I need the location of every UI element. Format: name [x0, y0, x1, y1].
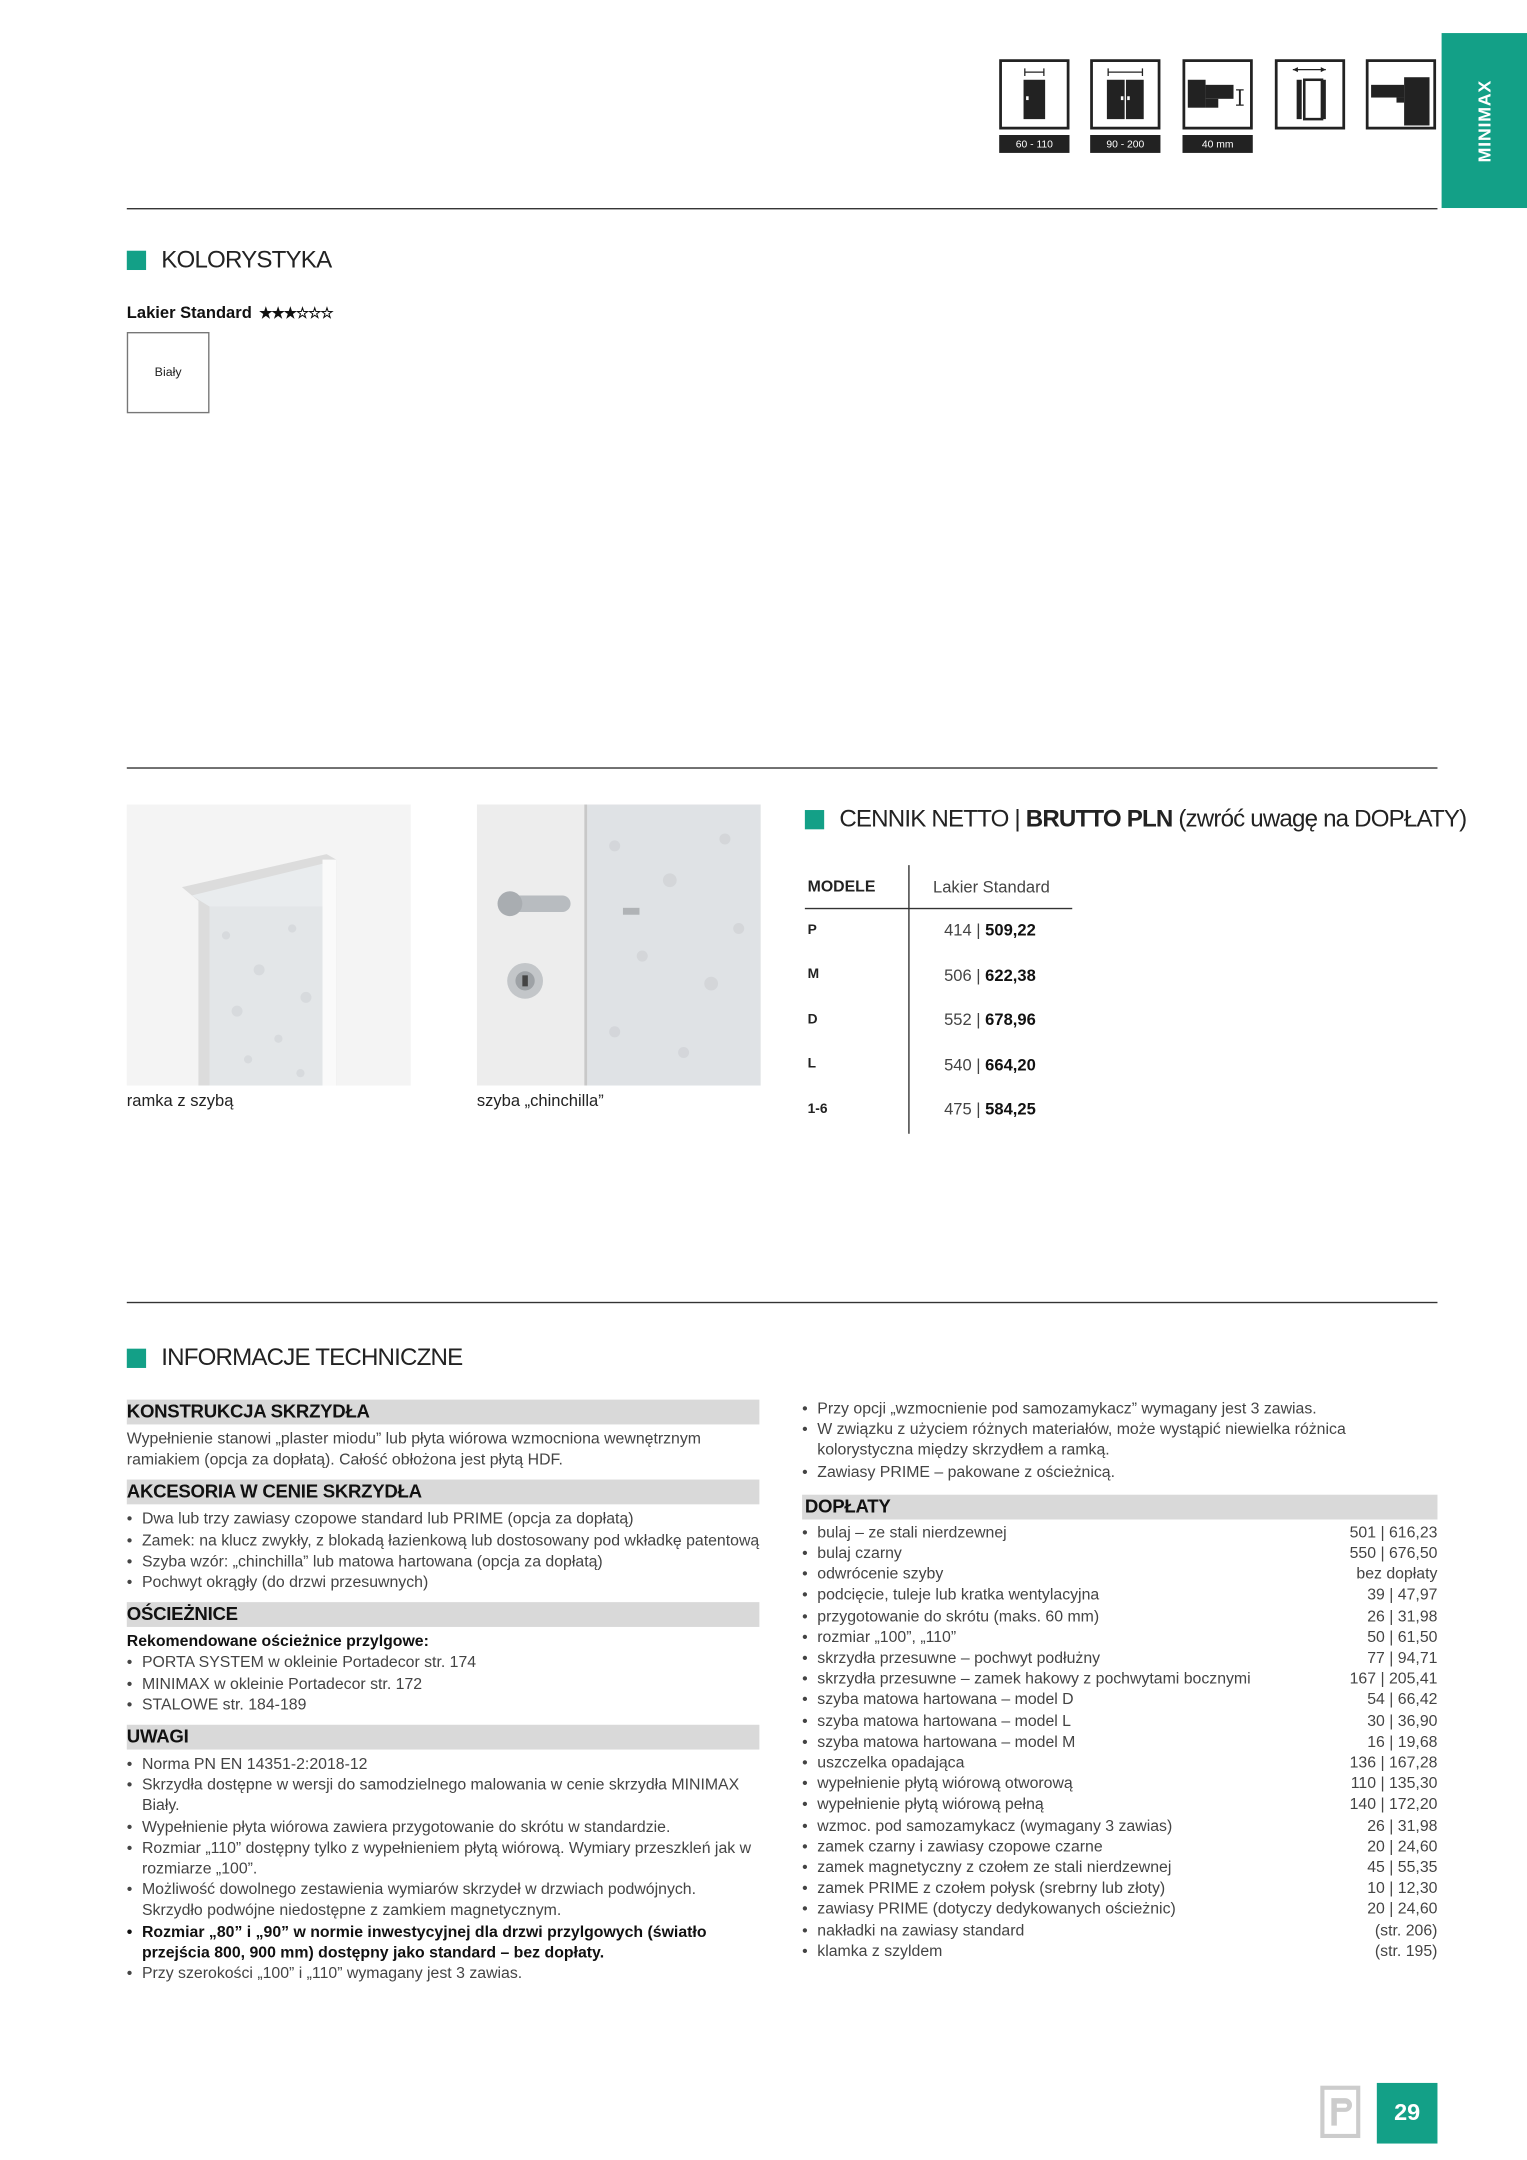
surcharge-price: 26 | 31,98 [1367, 1608, 1438, 1626]
single-door-icon [999, 59, 1069, 129]
surcharge-price: 20 | 24,60 [1367, 1901, 1438, 1919]
surcharge-name: • szyba matowa hartowana – model D [817, 1692, 1074, 1709]
brand-logo-icon [1320, 2086, 1360, 2138]
surcharge-price: bez dopłaty [1356, 1566, 1438, 1584]
list-item: • Norma PN EN 14351-2:2018-12 [127, 1755, 760, 1776]
surcharge-row [802, 1921, 1437, 1942]
cennik-title-gross: BRUTTO PLN [1025, 804, 1173, 833]
price-row: M 506 | 622,38 [805, 953, 1075, 998]
surcharge-row [802, 1544, 1437, 1565]
surcharge-row [802, 1796, 1437, 1817]
photo-left-caption: ramka z szybą [126, 1091, 234, 1111]
price-net: 552 [944, 1010, 972, 1030]
surcharge-price: 26 | 31,98 [1367, 1817, 1438, 1835]
surcharge-row [802, 1607, 1437, 1628]
surcharge-price: 140 | 172,20 [1349, 1797, 1438, 1814]
surcharge-name: • skrzydła przesuwne – pochwyt podłużny [817, 1650, 1101, 1667]
surcharge-row [802, 1942, 1437, 1963]
surcharge-price: 77 | 94,71 [1367, 1650, 1438, 1667]
notes-list [802, 1400, 1437, 1484]
oscieznice-list [127, 1654, 760, 1717]
oscieznice-sub: Rekomendowane ościeżnice przylgowe: [126, 1634, 429, 1651]
surcharge-price: (str. 195) [1374, 1943, 1438, 1961]
price-row: 1-6 475 | 584,25 [805, 1087, 1075, 1132]
price-gross: 622,38 [985, 965, 1036, 985]
surcharge-name: • szyba matowa hartowana – model M [817, 1734, 1076, 1751]
uwagi-list [127, 1755, 760, 1985]
surcharge-row [802, 1670, 1437, 1691]
surcharge-row [802, 1733, 1437, 1754]
divider [127, 767, 1438, 768]
price-model: D [807, 1012, 818, 1028]
finish-label: Lakier Standard [126, 303, 252, 323]
surcharge-price: 20 | 24,60 [1367, 1838, 1438, 1856]
surcharge-row [802, 1565, 1437, 1586]
surcharge-row [802, 1523, 1437, 1544]
surcharge-name: • odwrócenie szyby [817, 1566, 944, 1584]
surcharge-price: 110 | 135,30 [1350, 1776, 1438, 1793]
doplaty-list [802, 1523, 1437, 1963]
surcharge-price: 10 | 12,30 [1367, 1880, 1438, 1898]
price-model: L [807, 1056, 817, 1073]
page-number: 29 [1377, 2083, 1438, 2144]
surcharge-name: • klamka z szyldem [817, 1943, 943, 1961]
door-thickness-icon [1182, 59, 1252, 129]
tech-title: INFORMACJE TECHNICZNE [161, 1343, 463, 1371]
surcharge-name: • zamek PRIME z czołem połysk (srebrny lub złoty) [817, 1880, 1166, 1898]
surcharge-name: • przygotowanie do skrótu (maks. 60 mm) [817, 1608, 1100, 1626]
width-single-label: 60 - 110 [999, 135, 1069, 153]
surcharge-row [802, 1879, 1437, 1900]
surcharge-name: • szyba matowa hartowana – model L [817, 1713, 1072, 1730]
surcharge-row [802, 1754, 1437, 1775]
tech-left-column [127, 1400, 760, 1986]
cennik-title-sep: | [1008, 804, 1026, 833]
door-leaf-icon [1366, 59, 1436, 129]
list-item: • Rozmiar „80” i „90” w normie inwestycyjnej dla drzwi przylgowych (światło przejścia 800, 900 mm) dostępny jako standard – bez dopłaty. [127, 1923, 760, 1965]
surcharge-name: • zawiasy PRIME (dotyczy dedykowanych ościeżnic) [817, 1901, 1176, 1919]
table-divider [908, 865, 909, 1134]
price-model: 1-6 [807, 1101, 828, 1117]
surcharge-price: 30 | 36,90 [1367, 1713, 1438, 1730]
list-item: • Rozmiar „110” dostępny tylko z wypełnieniem płytą wiórową. Wymiary przeszkleń jak w rozmiarze „100”. [127, 1839, 760, 1881]
finish-label-row [127, 303, 333, 322]
price-row: L 540 | 664,20 [805, 1042, 1075, 1087]
cennik-title-net: CENNIK NETTO [839, 804, 1009, 833]
list-item: • Wypełnienie płyta wiórowa zawiera przygotowanie do skrótu w standardzie. [127, 1818, 760, 1839]
rating-stars-icon: ★★★☆☆☆ [259, 305, 333, 323]
surcharge-row [802, 1691, 1437, 1712]
price-gross: 664,20 [985, 1054, 1036, 1075]
akcesoria-head: AKCESORIA W CENIE SKRZYDŁA [127, 1480, 760, 1505]
kolorystyka-heading [127, 245, 332, 274]
surcharge-name: • uszczelka opadająca [817, 1755, 965, 1772]
surcharge-price: (str. 206) [1374, 1922, 1438, 1940]
surcharge-row [802, 1649, 1437, 1670]
list-item: • Dwa lub trzy zawiasy czopowe standard lub PRIME (opcja za dopłatą) [127, 1510, 760, 1531]
price-gross: 678,96 [985, 1010, 1036, 1030]
surcharge-price: 39 | 47,97 [1367, 1587, 1438, 1605]
list-item: • Szyba wzór: „chinchilla” lub matowa hartowana (opcja za dopłatą) [127, 1552, 760, 1573]
price-table [805, 865, 1075, 1132]
surcharge-name: • zamek magnetyczny z czołem ze stali nierdzewnej [817, 1859, 1172, 1877]
side-tab [1442, 33, 1527, 208]
konstrukcja-head: KONSTRUKCJA SKRZYDŁA [127, 1400, 760, 1425]
surcharge-row [802, 1838, 1437, 1859]
width-double-label: 90 - 200 [1090, 135, 1160, 153]
price-gross: 509,22 [985, 920, 1036, 940]
col-models: MODELE [807, 878, 876, 895]
akcesoria-list [127, 1510, 760, 1594]
surcharge-name: • podcięcie, tuleje lub kratka wentylacyjna [817, 1587, 1100, 1605]
section-marker-icon [805, 809, 824, 828]
konstrukcja-text: Wypełnienie stanowi „plaster miodu” lub płyta wiórowa wzmocniona wewnętrznym ramiakiem (opcja za dopłatą). Całość obłożona jest płytą HDF. [126, 1431, 702, 1469]
list-item: • STALOWE str. 184-189 [127, 1696, 760, 1717]
col-finish: Lakier Standard [933, 876, 1050, 897]
surcharge-name: • wzmoc. pod samozamykacz (wymagany 3 zawias) [817, 1817, 1173, 1835]
surcharge-price: 501 | 616,23 [1349, 1524, 1438, 1542]
surcharge-name: • zamek czarny i zawiasy czopowe czarne [817, 1838, 1103, 1856]
table-divider [805, 908, 1072, 909]
photo-frame-with-glass [127, 805, 411, 1086]
swatch-label: Biały [154, 365, 182, 379]
door-width-icon [1275, 59, 1345, 129]
surcharge-price: 54 | 66,42 [1367, 1692, 1438, 1709]
list-item: • Możliwość dowolnego zestawienia wymiarów skrzydeł w drzwiach podwójnych. Skrzydło podwójne niedostępne z zamkiem magnetycznym. [127, 1881, 760, 1923]
double-door-icon [1090, 59, 1160, 129]
surcharge-name: • wypełnienie płytą wiórową pełną [817, 1797, 1044, 1814]
photo-right-caption: szyba „chinchilla” [476, 1091, 604, 1111]
thickness-label: 40 mm [1182, 135, 1252, 153]
surcharge-price: 136 | 167,28 [1349, 1755, 1438, 1772]
surcharge-row [802, 1900, 1437, 1921]
surcharge-name: • rozmiar „100”, „110” [817, 1629, 957, 1646]
list-item: • Pochwyt okrągły (do drzwi przesuwnych) [127, 1573, 760, 1594]
oscieznice-head: OŚCIEŻNICE [127, 1602, 760, 1627]
surcharge-price: 16 | 19,68 [1367, 1734, 1438, 1751]
list-item: • W związku z użyciem różnych materiałów, może wystąpić niewielka różnica kolorystyczna między skrzydłem a ramką. [802, 1421, 1437, 1463]
section-marker-icon [127, 250, 146, 269]
surcharge-row [802, 1817, 1437, 1838]
list-item: • MINIMAX w okleinie Portadecor str. 172 [127, 1675, 760, 1696]
doplaty-head: DOPŁATY [802, 1494, 1437, 1519]
uwagi-head: UWAGI [127, 1725, 760, 1750]
list-item: • Zamek: na klucz zwykły, z blokadą łazienkową lub dostosowany pod wkładkę patentową [127, 1531, 760, 1552]
price-gross: 584,25 [985, 1099, 1036, 1119]
divider [127, 208, 1438, 209]
kolorystyka-title: KOLORYSTYKA [161, 245, 332, 273]
section-marker-icon [127, 1348, 146, 1367]
price-model: P [807, 922, 817, 938]
list-item: • Skrzydła dostępne w wersji do samodzielnego malowania w cenie skrzydła MINIMAX Biały. [127, 1776, 760, 1818]
surcharge-name: • skrzydła przesuwne – zamek hakowy z pochwytami bocznymi [817, 1671, 1251, 1688]
list-item: • Przy szerokości „100” i „110” wymagany jest 3 zawias. [127, 1965, 760, 1986]
surcharge-price: 167 | 205,41 [1349, 1671, 1438, 1688]
surcharge-name: • bulaj czarny [817, 1545, 902, 1563]
side-tab-label: MINIMAX [1473, 79, 1495, 162]
color-swatch-bialy[interactable] [127, 332, 210, 413]
divider [127, 1302, 1438, 1303]
price-model: M [807, 967, 820, 983]
price-net: 414 [944, 920, 972, 940]
photo-chinchilla-glass [477, 805, 761, 1086]
surcharge-price: 45 | 55,35 [1367, 1859, 1438, 1877]
price-net: 506 [944, 965, 972, 985]
surcharge-name: • bulaj – ze stali nierdzewnej [817, 1524, 1007, 1542]
price-net: 475 [944, 1099, 972, 1119]
surcharge-row [802, 1858, 1437, 1879]
list-item: • Zawiasy PRIME – pakowane z ościeżnicą. [802, 1462, 1437, 1483]
surcharge-row [802, 1628, 1437, 1649]
cennik-title-note: (zwróć uwagę na DOPŁATY) [1172, 804, 1467, 833]
surcharge-row [802, 1712, 1437, 1733]
list-item: • Przy opcji „wzmocnienie pod samozamykacz” wymagany jest 3 zawias. [802, 1400, 1437, 1421]
surcharge-price: 50 | 61,50 [1367, 1629, 1438, 1646]
cennik-heading [805, 805, 1466, 834]
price-row: P 414 | 509,22 [805, 908, 1075, 953]
price-table-header [805, 865, 1075, 908]
tech-heading [127, 1343, 463, 1372]
surcharge-price: 550 | 676,50 [1349, 1545, 1438, 1563]
surcharge-row [802, 1586, 1437, 1607]
surcharge-name: • nakładki na zawiasy standard [817, 1922, 1025, 1940]
tech-right-column [802, 1400, 1437, 1964]
surcharge-row [802, 1775, 1437, 1796]
surcharge-name: • wypełnienie płytą wiórową otworową [817, 1776, 1073, 1793]
price-row: D 552 | 678,96 [805, 997, 1075, 1042]
list-item: • PORTA SYSTEM w okleinie Portadecor str. 174 [127, 1654, 760, 1675]
price-net: 540 [944, 1054, 972, 1075]
